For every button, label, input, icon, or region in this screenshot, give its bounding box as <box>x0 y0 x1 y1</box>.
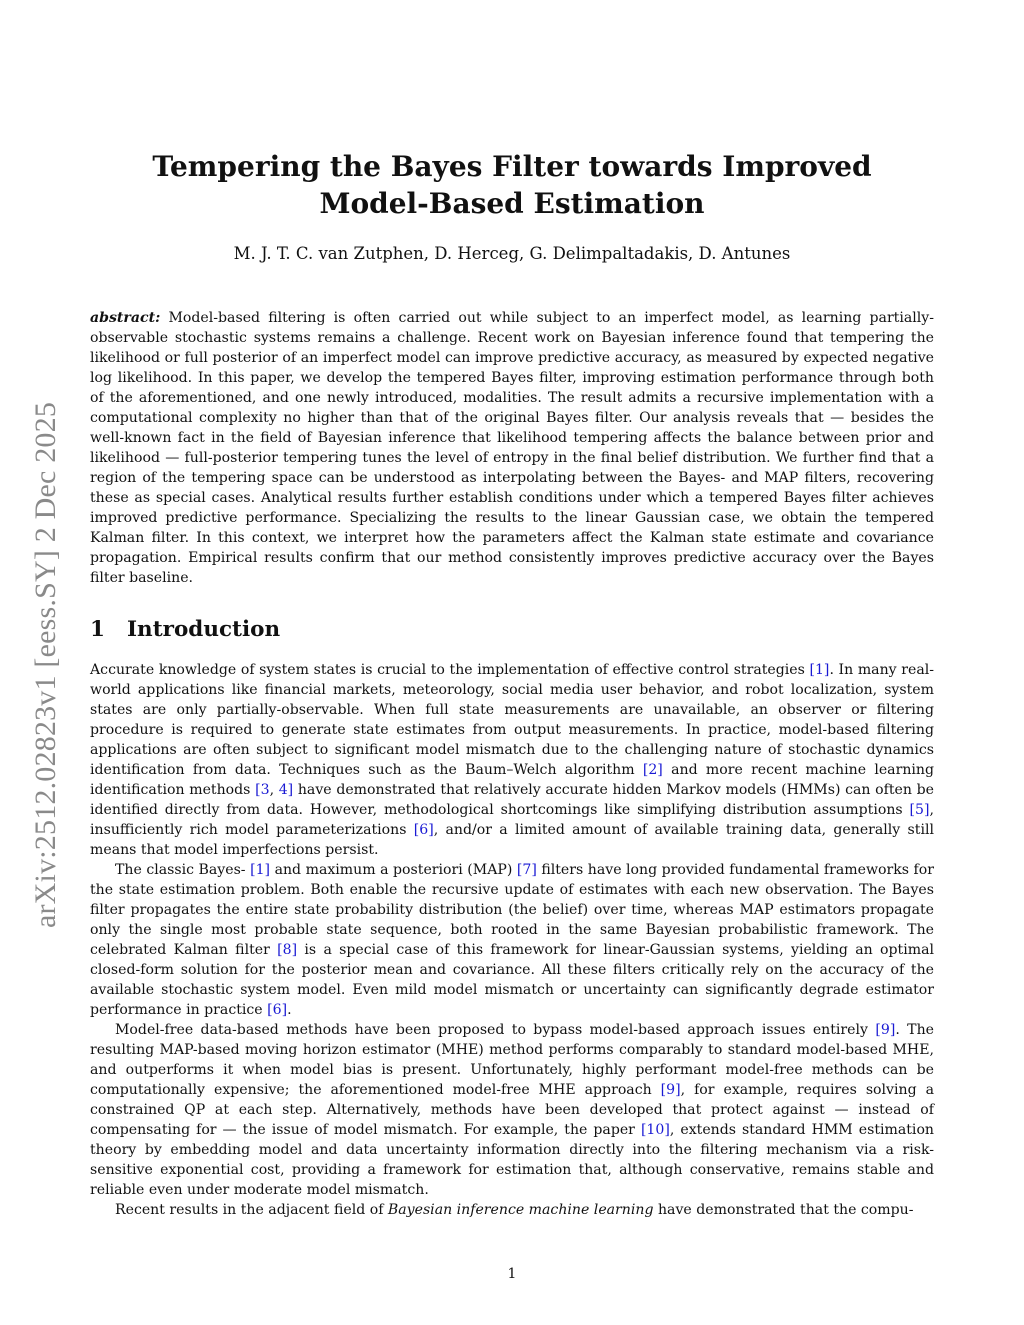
text-run: . <box>287 1002 292 1018</box>
citation-link[interactable]: [7] <box>516 862 537 878</box>
text-run: . In many real-world applications like financial markets, meteorology, social media user behavior, and robot localization, system states are only partially-observable. When full state measurements are unavailable, an observer or filtering procedure is required to generate state estimates from output measurements. In practice, model-based filtering applications are often subject to significant model mismatch due to the challenging nature of stochastic dynamics identification from data. Techniques such as the Baum–Welch algorithm <box>90 662 934 778</box>
text-run: . The resulting MAP-based moving horizon estimator (MHE) method performs comparably to standard model-based MHE, and outperforms it when model bias is present. Unfortunately, highly performant model-free methods can be computationally expensive; the aforementioned model-free MHE approach <box>90 1022 934 1098</box>
section-title: Introduction <box>127 617 281 642</box>
text-run: Recent results in the adjacent field of <box>115 1202 388 1218</box>
text-run: The classic Bayes- <box>115 862 251 878</box>
text-run: , and/or a limited amount of available training data, generally still means that model imperfections persist. <box>90 822 934 858</box>
abstract-label: abstract: <box>90 310 161 326</box>
citation-link[interactable]: [1] <box>809 662 830 678</box>
citation-link[interactable]: [5] <box>909 802 930 818</box>
citation-link[interactable]: [6] <box>267 1002 288 1018</box>
citation-link[interactable]: [9] <box>660 1082 681 1098</box>
text-run: is a special case of this framework for linear-Gaussian systems, yielding an optimal closed-form solution for the posterior mean and covariance. All these filters critically rely on the accuracy of the available stochastic system model. Even mild model mismatch or uncertainty can significantly degrade estimator performance in practice <box>90 942 934 1018</box>
author-list: M. J. T. C. van Zutphen, D. Herceg, G. Delimpaltadakis, D. Antunes <box>233 244 791 263</box>
citation-link[interactable]: [8] <box>277 942 298 958</box>
abstract <box>90 308 934 588</box>
section-number: 1 <box>90 617 105 642</box>
body-text <box>90 660 934 1220</box>
text-run: Model-free data-based methods have been proposed to bypass model-based approach issues entirely <box>115 1022 876 1038</box>
text-run: and more recent machine learning identification methods <box>90 762 935 798</box>
citation-link[interactable]: [1] <box>250 862 271 878</box>
section-heading <box>90 617 280 642</box>
paragraph-4 <box>90 1200 934 1220</box>
paper-title <box>90 148 934 222</box>
citation-link[interactable]: [10] <box>640 1122 670 1138</box>
abstract-text: Model-based filtering is often carried out while subject to an imperfect model, as learning partially-observable stochastic systems remains a challenge. Recent work on Bayesian inference found that tempering the likelihood or full posterior of an imperfect model can improve predictive accuracy, as measured by expected negative log likelihood. In this paper, we develop the tempered Bayes filter, improving estimation performance through both of the aforementioned, and one newly introduced, modalities. The result admits a recursive implementation with a computational complexity no higher than that of the original Bayes filter. Our analysis reveals that — besides the well-known fact in the field of Bayesian inference that likelihood tempering affects the balance between prior and likelihood — full-posterior tempering tunes the level of entropy in the final belief distribution. We further find that a region of the tempering space can be understood as interpolating between the Bayes- and MAP filters, recovering these as special cases. Analytical results further establish conditions under which a tempered Bayes filter achieves improved predictive performance. Specializing the results to the linear Gaussian case, we obtain the tempered Kalman filter. In this context, we interpret how the parameters affect the Kalman state estimate and covariance propagation. Empirical results confirm that our method consistently improves predictive accuracy over the Bayes filter baseline. <box>90 310 934 586</box>
text-run: and maximum a posteriori (MAP) <box>270 862 517 878</box>
text-run: , insufficiently rich model parameterizations <box>90 802 934 838</box>
text-run: have demonstrated that the compu- <box>653 1202 914 1218</box>
text-run: , <box>269 782 279 798</box>
citation-link[interactable]: [6] <box>413 822 434 838</box>
text-run: have demonstrated that relatively accurate hidden Markov models (HMMs) can often be identified directly from data. However, methodological shortcomings like simplifying distribution assumptions <box>90 782 934 818</box>
paragraph-2 <box>90 860 934 1020</box>
title-line-2: Model-Based Estimation <box>319 187 705 220</box>
text-run: , for example, requires solving a constrained QP at each step. Alternatively, methods have been developed that protect against — instead of compensating for — the issue of model mismatch. For example, the paper <box>90 1082 934 1138</box>
page-number: 1 <box>507 1266 517 1282</box>
text-run: , extends standard HMM estimation theory by embedding model and data uncertainty information directly into the filtering mechanism via a risk-sensitive exponential cost, providing a framework for estimation that, although conservative, remains stable and reliable even under moderate model mismatch. <box>90 1122 935 1198</box>
paragraph-3 <box>90 1020 934 1200</box>
text-run: filters have long provided fundamental frameworks for the state estimation problem. Both enable the recursive update of estimates with each new observation. The Bayes filter propagates the entire state probability distribution (the belief) over time, whereas MAP estimators propagate only the single most probable state sequence, both rooted in the same Bayesian probabilistic framework. The celebrated Kalman filter <box>90 862 934 958</box>
text-run: Accurate knowledge of system states is crucial to the implementation of effective control strategies <box>90 662 810 678</box>
citation-link[interactable]: [9] <box>875 1022 896 1038</box>
paragraph-1 <box>90 660 934 860</box>
citation-link[interactable]: [3 <box>255 782 270 798</box>
title-line-1: Tempering the Bayes Filter towards Improved <box>152 150 872 183</box>
arxiv-identifier <box>26 365 66 965</box>
arxiv-identifier-text: arXiv:2512.02823v1 [eess.SY] 2 Dec 2025 <box>29 401 62 929</box>
emphasis-text: Bayesian inference machine learning <box>387 1202 654 1218</box>
citation-link[interactable]: 4] <box>278 782 294 798</box>
citation-link[interactable]: [2] <box>642 762 663 778</box>
